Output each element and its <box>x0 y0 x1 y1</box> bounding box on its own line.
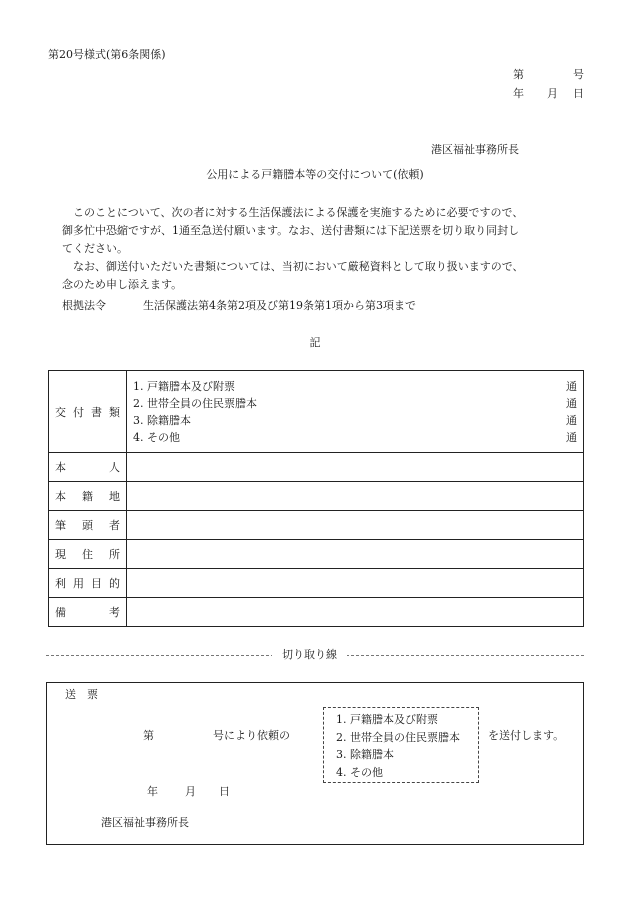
table-row <box>49 540 584 569</box>
slip-day: 日 <box>219 785 230 798</box>
list-item: 4. その他 通 <box>133 430 577 444</box>
person-field[interactable] <box>127 453 584 482</box>
list-item: 1. 戸籍謄本及び附票 <box>336 713 438 726</box>
row-label-hittosha: 筆 頭 者 <box>49 511 127 540</box>
table-row <box>49 482 584 511</box>
table-row <box>49 371 584 453</box>
list-item: 3. 除籍謄本 <box>336 748 394 761</box>
table-row <box>49 511 584 540</box>
list-item: 4. その他 <box>336 765 383 779</box>
honseki-field[interactable] <box>127 482 584 511</box>
addressee: 港区福祉事務所長 <box>431 143 519 156</box>
slip-documents-box <box>323 707 479 783</box>
slip-send-text: を送付します。 <box>488 729 565 742</box>
ref-go: 号 <box>573 68 584 81</box>
table-row <box>49 569 584 598</box>
date-day: 日 <box>573 87 584 100</box>
list-item: 2. 世帯全員の住民票謄本 通 <box>133 396 577 410</box>
paragraph-2: なお、御送付いただいた書類については、当初において厳秘資料として取り扱いますので、念のため申し添えます。 <box>62 260 524 291</box>
slip-dai: 第 <box>143 729 154 742</box>
address-field[interactable] <box>127 540 584 569</box>
document-title: 公用による戸籍謄本等の交付について(依頼) <box>206 168 424 181</box>
purpose-field[interactable] <box>127 569 584 598</box>
cut-line-label: 切り取り線 <box>272 648 347 662</box>
basis-text: 生活保護法第4条第2項及び第19条第1項から第3項まで <box>143 299 416 312</box>
row-label-person: 本 人 <box>49 453 127 482</box>
slip-request-text: 号により依頼の <box>213 729 290 742</box>
paragraph-1: このことについて、次の者に対する生活保護法による保護を実施するために必要ですので、御多忙中恐縮ですが、1通至急送付願います。なお、送付書類には下記送票を切り取り同封してください。 <box>62 206 524 255</box>
form-number: 第20号様式(第6条関係) <box>48 48 166 61</box>
table-row <box>49 598 584 627</box>
ki-heading: 記 <box>309 336 321 349</box>
list-item: 2. 世帯全員の住民票謄本 <box>336 730 460 744</box>
body-text <box>62 204 530 294</box>
basis-label: 根拠法令 <box>62 299 106 312</box>
date-month: 月 <box>547 87 558 100</box>
row-label-address: 現 住 所 <box>49 540 127 569</box>
remarks-field[interactable] <box>127 598 584 627</box>
documents-list <box>127 371 584 453</box>
slip-title: 送 票 <box>65 688 98 701</box>
row-label-documents: 交 付 書 類 <box>49 371 127 453</box>
send-slip <box>46 682 584 845</box>
list-item: 3. 除籍謄本 通 <box>133 413 577 427</box>
table-row <box>49 453 584 482</box>
hittosha-field[interactable] <box>127 511 584 540</box>
request-table <box>48 370 584 627</box>
ref-dai: 第 <box>513 68 524 81</box>
slip-sender: 港区福祉事務所長 <box>101 816 189 829</box>
row-label-remarks: 備 考 <box>49 598 127 627</box>
list-item: 1. 戸籍謄本及び附票 通 <box>133 379 577 393</box>
slip-month: 月 <box>185 785 196 798</box>
row-label-honseki: 本 籍 地 <box>49 482 127 511</box>
slip-year: 年 <box>147 785 158 798</box>
date-year: 年 <box>513 87 524 100</box>
row-label-purpose: 利 用 目 的 <box>49 569 127 598</box>
